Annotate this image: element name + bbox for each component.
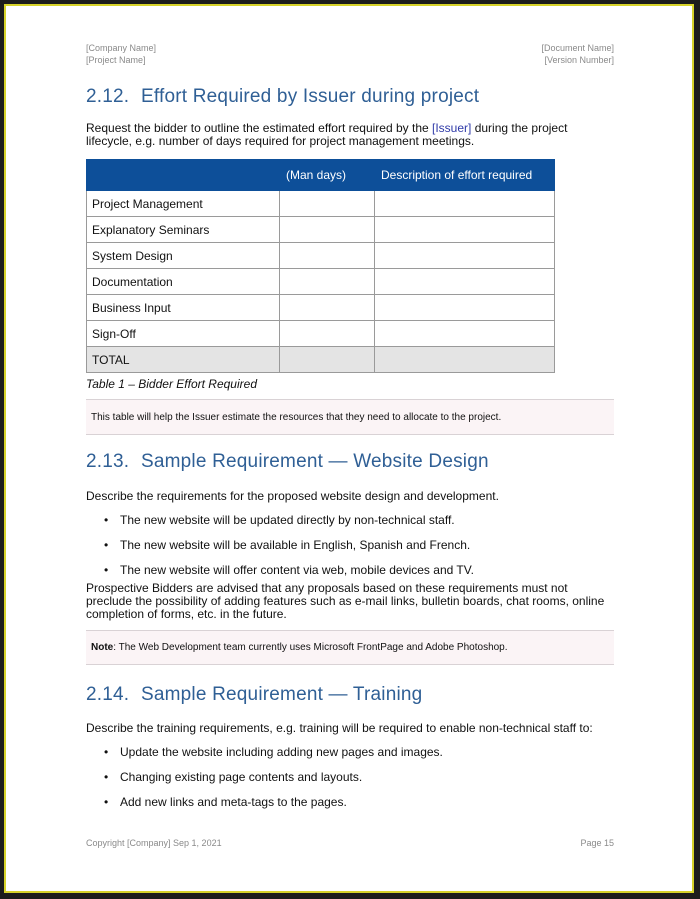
section-title: Effort Required by Issuer during project bbox=[141, 86, 480, 107]
section-2-12-intro bbox=[86, 122, 611, 148]
note-label: Note bbox=[91, 642, 114, 653]
section-title: Sample Requirement — Training bbox=[141, 684, 423, 705]
table-cell bbox=[375, 347, 555, 373]
note-box bbox=[86, 630, 614, 665]
document-page bbox=[6, 6, 692, 891]
table-cell: Project Management bbox=[87, 191, 280, 217]
document-name: [Document Name] bbox=[541, 43, 614, 53]
table-row bbox=[87, 269, 555, 295]
table-cell bbox=[280, 347, 375, 373]
training-requirements-list bbox=[102, 745, 443, 820]
project-name: [Project Name] bbox=[86, 55, 146, 65]
section-heading-2-13 bbox=[86, 451, 489, 473]
note-text: : The Web Development team currently uses Microsoft FrontPage and Adobe Photoshop. bbox=[113, 642, 508, 653]
section-title: Sample Requirement — Website Design bbox=[141, 451, 489, 472]
list-item bbox=[102, 538, 474, 563]
list-item-text: Update the website including adding new pages and images. bbox=[120, 745, 443, 759]
table-cell bbox=[375, 217, 555, 243]
table-row bbox=[87, 243, 555, 269]
table-row bbox=[87, 321, 555, 347]
list-item bbox=[102, 770, 443, 795]
section-number: 2.12. bbox=[86, 86, 130, 107]
note-box: This table will help the Issuer estimate the resources that they need to allocate to the project. bbox=[86, 399, 614, 435]
list-item bbox=[102, 745, 443, 770]
intro-text: Request the bidder to outline the estimated effort required by the bbox=[86, 121, 432, 135]
version-number: [Version Number] bbox=[544, 55, 614, 65]
table-cell: System Design bbox=[87, 243, 280, 269]
table-cell bbox=[375, 269, 555, 295]
list-item-text: Add new links and meta-tags to the pages. bbox=[120, 795, 347, 809]
bullet-icon: • bbox=[104, 513, 109, 527]
table-cell: TOTAL bbox=[87, 347, 280, 373]
bullet-icon: • bbox=[104, 538, 109, 552]
table-header-cell bbox=[87, 160, 280, 191]
bullet-icon: • bbox=[104, 770, 109, 784]
table-cell bbox=[280, 217, 375, 243]
page-frame bbox=[4, 4, 694, 893]
table-total-row bbox=[87, 347, 555, 373]
table-header-cell: (Man days) bbox=[280, 160, 375, 191]
section-2-14-intro: Describe the training requirements, e.g. training will be required to enable non-technical staff to: bbox=[86, 721, 593, 735]
bullet-icon: • bbox=[104, 745, 109, 759]
list-item-text: The new website will be updated directly by non-technical staff. bbox=[120, 513, 455, 527]
table-cell bbox=[280, 295, 375, 321]
list-item-text: The new website will offer content via web, mobile devices and TV. bbox=[120, 563, 474, 577]
section-number: 2.14. bbox=[86, 684, 130, 705]
table-cell bbox=[375, 243, 555, 269]
table-cell: Sign-Off bbox=[87, 321, 280, 347]
list-item-text: Changing existing page contents and layouts. bbox=[120, 770, 363, 784]
table-row bbox=[87, 217, 555, 243]
table-cell bbox=[280, 269, 375, 295]
table-row bbox=[87, 295, 555, 321]
bullet-icon: • bbox=[104, 563, 109, 577]
footer-page-number: Page 15 bbox=[580, 838, 614, 848]
list-item-text: The new website will be available in English, Spanish and French. bbox=[120, 538, 471, 552]
section-heading-2-14 bbox=[86, 684, 422, 706]
website-requirements-list bbox=[102, 513, 474, 588]
issuer-placeholder: [Issuer] bbox=[432, 121, 472, 135]
bullet-icon: • bbox=[104, 795, 109, 809]
section-2-13-intro: Describe the requirements for the proposed website design and development. bbox=[86, 489, 499, 503]
intro-text-continued: during the project lifecycle, e.g. number of days required for project management meetings. bbox=[86, 121, 568, 148]
table-cell bbox=[375, 321, 555, 347]
bidders-paragraph: Prospective Bidders are advised that any proposals based on these requirements must not preclude the possibility of adding features such as e-mail links, bulletin boards, chat rooms, online completion of forms, etc. in the future. bbox=[86, 581, 605, 621]
footer-copyright: Copyright [Company] Sep 1, 2021 bbox=[86, 838, 222, 848]
header-right bbox=[541, 42, 614, 66]
table-cell bbox=[280, 191, 375, 217]
list-item bbox=[102, 795, 443, 820]
table-cell bbox=[375, 191, 555, 217]
header-left bbox=[86, 42, 156, 66]
table-cell bbox=[375, 295, 555, 321]
table-cell bbox=[280, 321, 375, 347]
table-cell: Explanatory Seminars bbox=[87, 217, 280, 243]
section-heading-2-12 bbox=[86, 86, 479, 108]
list-item bbox=[102, 513, 474, 538]
effort-table bbox=[86, 159, 555, 373]
table-header-row bbox=[87, 160, 555, 191]
table-header-cell: Description of effort required bbox=[375, 160, 555, 191]
table-cell: Documentation bbox=[87, 269, 280, 295]
company-name: [Company Name] bbox=[86, 43, 157, 53]
table-row bbox=[87, 191, 555, 217]
table-caption: Table 1 – Bidder Effort Required bbox=[86, 377, 257, 391]
table-cell bbox=[280, 243, 375, 269]
table-cell: Business Input bbox=[87, 295, 280, 321]
section-number: 2.13. bbox=[86, 451, 130, 472]
